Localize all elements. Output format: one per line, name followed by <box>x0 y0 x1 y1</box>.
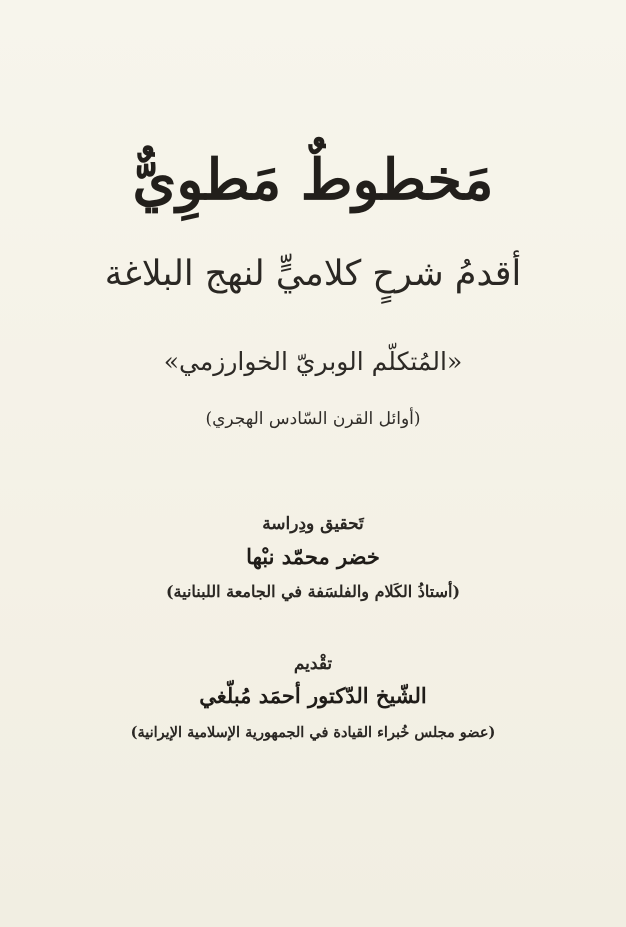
introducer-name: الشّيخ الدّكتور أحمَد مُبلّغي <box>199 683 427 708</box>
editor-name: خضر محمّد نبْها <box>246 544 380 569</box>
author-period: (أوائل القرن السّادس الهجري) <box>205 409 421 429</box>
introduction-label: تقْديم <box>293 654 333 674</box>
editor-affiliation: (أستاذُ الكَلام والفلسَفة في الجامعة اللبنانية) <box>165 582 461 601</box>
editing-label: تَحقيق ودِراسة <box>262 514 364 534</box>
book-title: مَخطوطٌ مَطوِيٌّ <box>132 147 494 213</box>
original-author: «المُتكلّم الوبريّ الخوارزمي» <box>163 347 463 376</box>
introducer-affiliation: (عضو مجلس خُبراء القيادة في الجمهورية الإسلامية الإيرانية) <box>130 724 496 741</box>
book-subtitle: أقدمُ شرحٍ كلاميٍّ لنهج البلاغة <box>104 254 522 294</box>
